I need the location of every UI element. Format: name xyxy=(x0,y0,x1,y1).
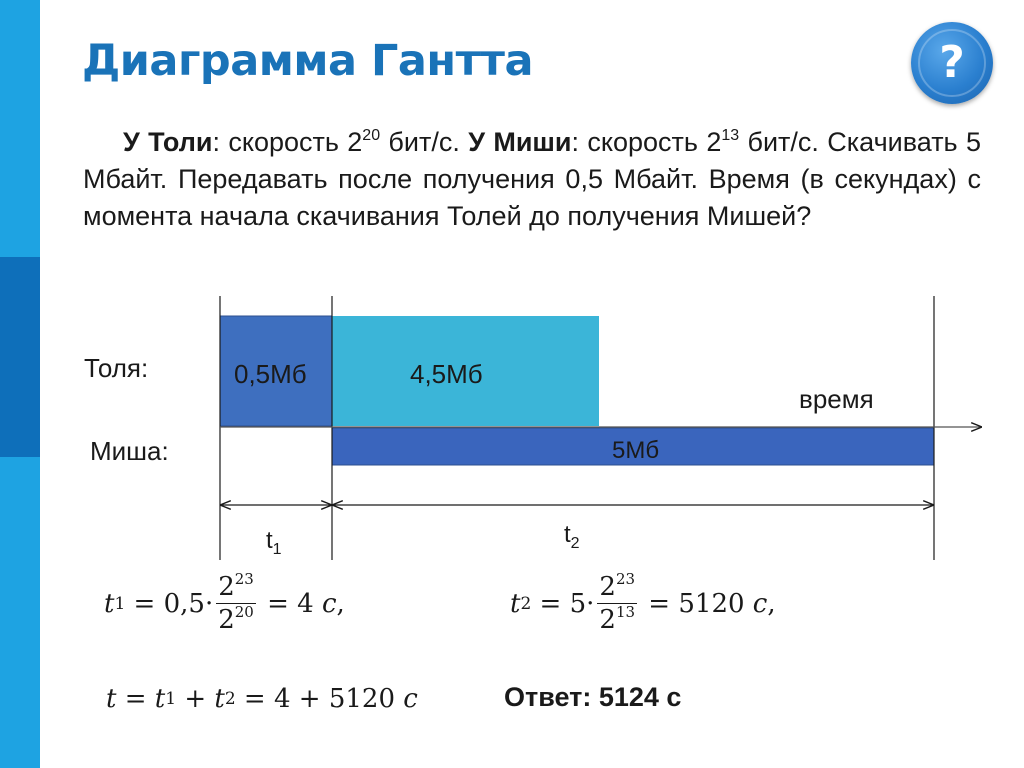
tolya-exponent: 20 xyxy=(362,127,381,144)
tolya-label: У Толи xyxy=(123,127,213,157)
misha-unit: бит/с. xyxy=(739,127,819,157)
formula-total: t = t 1 + t 2 = 4 + 5120 c xyxy=(106,684,418,714)
formula-t2: t 2 = 5· $\frac{2^{23}}{2^{13}}$ = 5120 c , xyxy=(510,570,776,635)
slide-title: Диаграмма Гантта xyxy=(82,36,533,86)
axis-label-time: время xyxy=(799,384,874,414)
answer-text: Ответ: 5124 с xyxy=(504,682,682,712)
bar-label-misha: 5Мб xyxy=(612,437,660,464)
interval-label-2: $t_2$ xyxy=(564,521,580,552)
tolya-unit: бит/с. xyxy=(380,127,469,157)
question-mark-icon: ? xyxy=(918,29,986,97)
interval-label-1: $t_1$ xyxy=(266,527,282,558)
problem-question: Скачивать 5 Мбайт. Передавать после получения 0,5 Мбайт. Время (в секундах) с момента начала скачивания Толей до получения Мишей? xyxy=(83,127,981,231)
bar-label-tolya-first: 0,5Мб xyxy=(234,359,307,389)
misha-label: У Миши xyxy=(468,127,572,157)
tolya-speed: : скорость 2 xyxy=(212,127,363,157)
bar-label-tolya-second: 4,5Мб xyxy=(410,359,483,389)
misha-speed: : скорость 2 xyxy=(571,127,722,157)
fraction-t1: $\frac{2^{23}}{2^{20}}$ xyxy=(218,570,254,635)
formula-t1: t 1 = 0,5· $\frac{2^{23}}{2^{20}}$ = 4 c , xyxy=(104,570,345,635)
misha-exponent: 13 xyxy=(721,127,740,144)
fraction-t2: $\frac{2^{23}}{2^{13}}$ xyxy=(599,570,636,635)
row-label-misha: Миша: xyxy=(90,436,169,466)
row-label-tolya: Толя: xyxy=(84,353,149,383)
